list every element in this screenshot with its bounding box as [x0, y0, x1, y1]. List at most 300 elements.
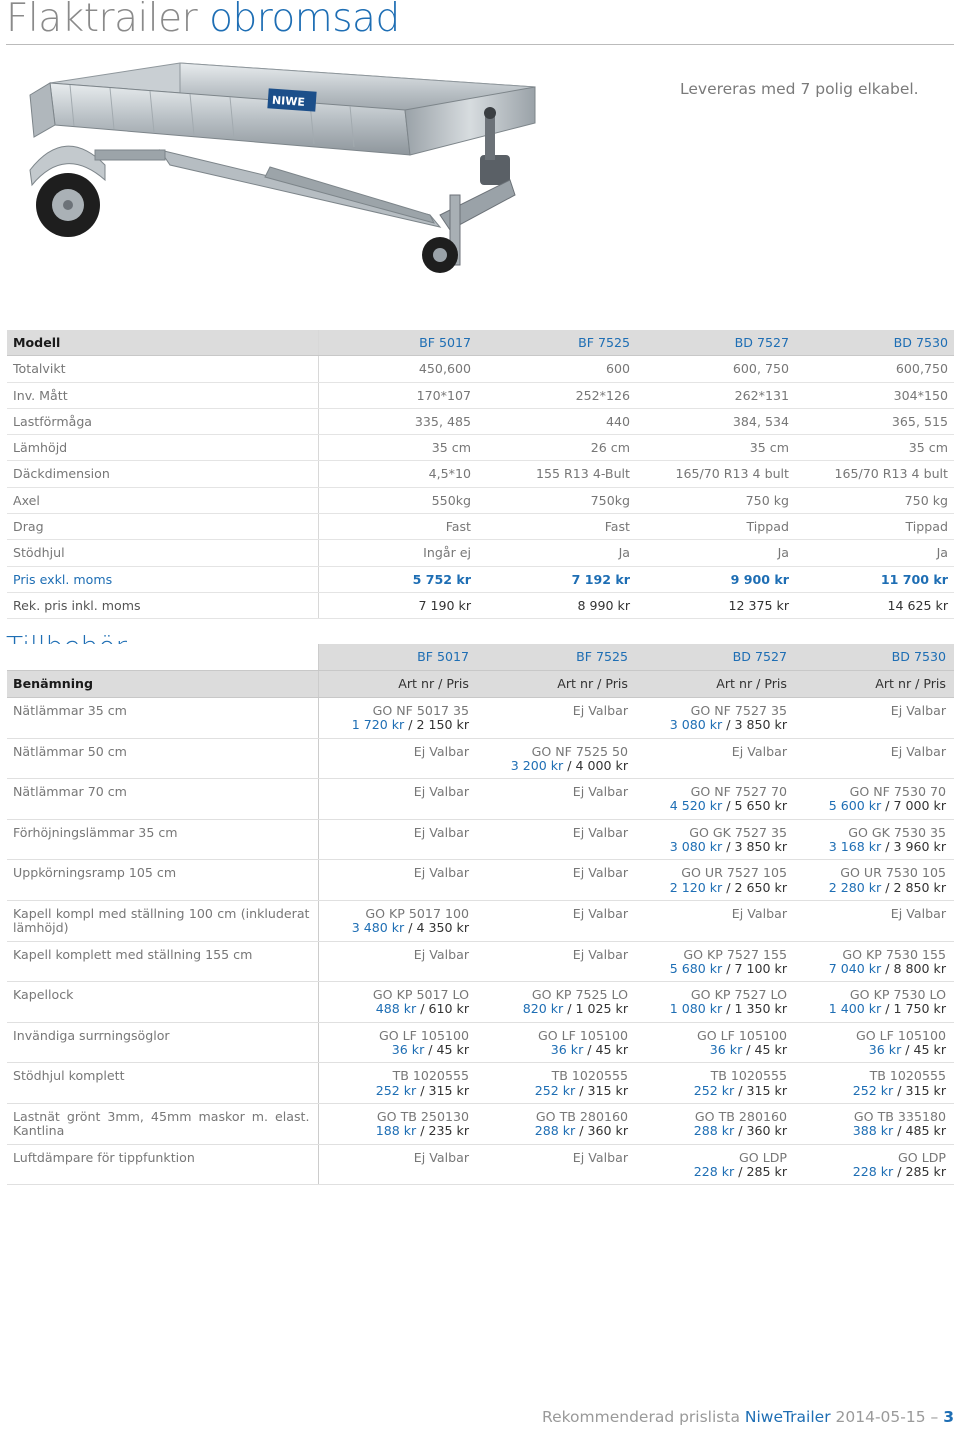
price-excl: 388 kr: [852, 1123, 894, 1139]
article-code: Ej Valbar: [413, 946, 469, 962]
article-code: GO KP 7527 LO: [690, 987, 787, 1003]
article-code: GO KP 7530 155: [842, 946, 946, 962]
price-excl: 36 kr: [391, 1042, 425, 1058]
price: [801, 1124, 946, 1138]
spec-value: 750 kg: [795, 487, 954, 513]
article-code: GO GK 7527 35: [689, 824, 787, 840]
accessory-row: [7, 982, 954, 1023]
accessory-row: [7, 941, 954, 982]
price-incl: / 2 650 kr: [722, 879, 787, 895]
spec-value: 750 kg: [636, 487, 795, 513]
accessory-row: [7, 860, 954, 901]
specs-row: [7, 356, 954, 382]
spec-value: 450,600: [318, 356, 477, 382]
accessory-name: Uppkörningsramp 105 cm: [7, 860, 318, 901]
price-excl: 288 kr: [534, 1123, 576, 1139]
artnr-header: Art nr / Pris: [795, 671, 954, 698]
article-code: TB 1020555: [710, 1068, 787, 1084]
accessory-cell: [636, 738, 795, 779]
accessory-cell: [795, 1022, 954, 1063]
accessory-cell: [636, 819, 795, 860]
accessory-cell: [795, 738, 954, 779]
spec-value: BD 7527: [636, 330, 795, 356]
price-incl: / 360 kr: [734, 1123, 787, 1139]
spec-value: BF 7525: [477, 330, 636, 356]
accessory-row: [7, 1103, 954, 1144]
price-incl: / 4 350 kr: [404, 920, 469, 936]
spec-value: Tippad: [636, 514, 795, 540]
article-code: Ej Valbar: [413, 865, 469, 881]
price: [801, 1084, 946, 1098]
accessory-cell: [636, 1144, 795, 1185]
artnr-header: Art nr / Pris: [318, 671, 477, 698]
artnr-header: Art nr / Pris: [636, 671, 795, 698]
specs-row: [7, 382, 954, 408]
article-code: GO LF 105100: [537, 1027, 628, 1043]
accessory-name: Förhöjningslämmar 35 cm: [7, 819, 318, 860]
article-code: GO NF 7527 35: [690, 703, 787, 718]
price: [801, 962, 946, 976]
price: [325, 1002, 470, 1016]
spec-label: Stödhjul: [7, 540, 318, 566]
accessory-cell: [795, 900, 954, 941]
artnr-header: Art nr / Pris: [477, 671, 636, 698]
price-excl: 36 kr: [868, 1042, 902, 1058]
accessory-cell: [477, 900, 636, 941]
spec-value: 9 900 kr: [636, 566, 795, 592]
article-code: GO KP 7530 LO: [849, 987, 946, 1003]
accessory-cell: [477, 1063, 636, 1104]
price-excl: 228 kr: [693, 1163, 735, 1179]
spec-label: Lämhöjd: [7, 435, 318, 461]
accessory-cell: [477, 698, 636, 739]
accessory-row: [7, 779, 954, 820]
price: [642, 1043, 787, 1057]
price-incl: / 2 850 kr: [881, 879, 946, 895]
accessory-cell: [318, 819, 477, 860]
price-excl: 2 280 kr: [828, 879, 882, 895]
price-incl: / 3 850 kr: [722, 717, 787, 733]
accessory-cell: [477, 982, 636, 1023]
article-code: Ej Valbar: [572, 905, 628, 921]
accessory-row: [7, 900, 954, 941]
price-incl: / 7 000 kr: [881, 798, 946, 814]
spec-value: 440: [477, 408, 636, 434]
accessory-cell: [318, 982, 477, 1023]
accessory-cell: [477, 1103, 636, 1144]
accessory-cell: [477, 819, 636, 860]
spec-value: BF 5017: [318, 330, 477, 356]
accessory-cell: [636, 860, 795, 901]
spec-value: 14 625 kr: [795, 592, 954, 618]
article-code: GO UR 7530 105: [840, 865, 946, 881]
article-code: Ej Valbar: [413, 824, 469, 840]
article-code: GO GK 7530 35: [848, 824, 946, 840]
accessory-name: Kapellock: [7, 982, 318, 1023]
price-excl: 36 kr: [550, 1042, 584, 1058]
accessory-cell: [636, 900, 795, 941]
article-code: GO LF 105100: [855, 1027, 946, 1043]
spec-label: Totalvikt: [7, 356, 318, 382]
spec-value: 252*126: [477, 382, 636, 408]
spec-value: Ja: [636, 540, 795, 566]
accessories-column-header: [7, 671, 954, 698]
spec-value: Fast: [477, 514, 636, 540]
accessories-model-row: [7, 644, 954, 671]
accessory-cell: [636, 698, 795, 739]
spec-value: BD 7530: [795, 330, 954, 356]
accessory-cell: [318, 1144, 477, 1185]
accessory-name: Kapell kompl med ställning 100 cm (inkluderat lämhöjd): [7, 900, 318, 941]
page-number: 3: [943, 1408, 954, 1426]
specs-row: [7, 461, 954, 487]
spec-value: 335, 485: [318, 408, 477, 434]
accessory-name: Stödhjul komplett: [7, 1063, 318, 1104]
name-header: Benämning: [7, 671, 318, 698]
accessory-row: [7, 1063, 954, 1104]
article-code: Ej Valbar: [731, 905, 787, 921]
spec-label: Lastförmåga: [7, 408, 318, 434]
spec-value: Ingår ej: [318, 540, 477, 566]
spec-value: Ja: [477, 540, 636, 566]
specs-row: [7, 408, 954, 434]
article-code: Ej Valbar: [890, 905, 946, 921]
model-header: BD 7530: [795, 644, 954, 671]
accessory-cell: [318, 941, 477, 982]
accessory-cell: [636, 779, 795, 820]
article-code: Ej Valbar: [413, 784, 469, 800]
accessory-cell: [318, 698, 477, 739]
spec-value: 600, 750: [636, 356, 795, 382]
price-excl: 252 kr: [534, 1082, 576, 1098]
price-excl: 252 kr: [852, 1082, 894, 1098]
price: [325, 1084, 470, 1098]
spec-value: 26 cm: [477, 435, 636, 461]
price: [801, 840, 946, 854]
spec-value: 165/70 R13 4 bult: [795, 461, 954, 487]
page-footer: [542, 1408, 954, 1426]
price-incl: / 45 kr: [424, 1042, 469, 1058]
accessory-cell: [795, 860, 954, 901]
article-code: GO UR 7527 105: [681, 865, 787, 881]
price: [642, 1084, 787, 1098]
accessory-cell: [795, 941, 954, 982]
spec-value: Tippad: [795, 514, 954, 540]
price-incl: / 5 650 kr: [722, 798, 787, 814]
price: [642, 718, 787, 732]
spec-value: 600,750: [795, 356, 954, 382]
price-incl: / 235 kr: [416, 1123, 469, 1139]
price-incl: / 45 kr: [901, 1042, 946, 1058]
price: [642, 1124, 787, 1138]
price-excl: 3 168 kr: [828, 839, 882, 855]
accessory-cell: [477, 779, 636, 820]
price-incl: / 3 960 kr: [881, 839, 946, 855]
article-code: GO TB 280160: [535, 1108, 628, 1124]
page-title: [6, 0, 400, 41]
price-excl: 3 080 kr: [669, 717, 723, 733]
price-incl: / 45 kr: [742, 1042, 787, 1058]
spec-value: 384, 534: [636, 408, 795, 434]
spec-value: 165/70 R13 4 bult: [636, 461, 795, 487]
accessory-cell: [636, 982, 795, 1023]
price: [483, 1002, 628, 1016]
price: [801, 1165, 946, 1179]
trailer-image: [10, 55, 550, 290]
price: [801, 1002, 946, 1016]
accessory-cell: [318, 779, 477, 820]
accessory-cell: [477, 1022, 636, 1063]
spec-value: 550kg: [318, 487, 477, 513]
spec-value: 304*150: [795, 382, 954, 408]
price: [642, 962, 787, 976]
article-code: GO NF 7525 50: [531, 743, 628, 759]
footer-label: Rekommenderad prislista: [542, 1408, 745, 1426]
accessory-row: [7, 1022, 954, 1063]
price: [642, 799, 787, 813]
title-accent: obromsad: [209, 0, 400, 41]
price: [325, 1124, 470, 1138]
spec-value: 155 R13 4-Bult: [477, 461, 636, 487]
accessory-row: [7, 698, 954, 739]
price-excl: 4 520 kr: [669, 798, 723, 814]
price: [483, 759, 628, 773]
article-code: Ej Valbar: [413, 743, 469, 759]
spec-value: 11 700 kr: [795, 566, 954, 592]
price: [325, 921, 470, 935]
accessory-cell: [477, 738, 636, 779]
price-incl: / 315 kr: [734, 1082, 787, 1098]
price-excl: 1 080 kr: [669, 1001, 723, 1017]
accessory-name: Lastnät grönt 3mm, 45mm maskor m. elast. Kantlina: [7, 1103, 318, 1144]
price-excl: 36 kr: [709, 1042, 743, 1058]
article-code: TB 1020555: [551, 1068, 628, 1084]
article-code: Ej Valbar: [572, 946, 628, 962]
specs-row: [7, 566, 954, 592]
price: [801, 799, 946, 813]
price-excl: 252 kr: [693, 1082, 735, 1098]
price-excl: 7 040 kr: [828, 960, 882, 976]
accessory-cell: [318, 738, 477, 779]
accessory-cell: [318, 860, 477, 901]
accessory-cell: [318, 900, 477, 941]
spec-value: 35 cm: [318, 435, 477, 461]
article-code: Ej Valbar: [890, 743, 946, 759]
spec-value: Ja: [795, 540, 954, 566]
article-code: GO TB 250130: [376, 1108, 469, 1124]
article-code: Ej Valbar: [572, 1149, 628, 1165]
article-code: GO NF 5017 35: [372, 703, 469, 718]
price-excl: 5 680 kr: [669, 960, 723, 976]
accessory-cell: [636, 1063, 795, 1104]
title-divider: [6, 44, 954, 45]
price: [642, 840, 787, 854]
article-code: Ej Valbar: [572, 784, 628, 800]
price: [642, 1165, 787, 1179]
specs-row: [7, 514, 954, 540]
price-incl: / 4 000 kr: [563, 757, 628, 773]
spec-label: Modell: [7, 330, 318, 356]
price-incl: / 1 025 kr: [563, 1001, 628, 1017]
spec-value: 35 cm: [795, 435, 954, 461]
accessory-cell: [636, 1022, 795, 1063]
spec-value: 600: [477, 356, 636, 382]
article-code: GO KP 7525 LO: [531, 987, 628, 1003]
price-incl: / 3 850 kr: [722, 839, 787, 855]
specs-row: [7, 540, 954, 566]
article-code: GO KP 7527 155: [683, 946, 787, 962]
price-incl: / 2 150 kr: [404, 717, 469, 733]
spec-value: 365, 515: [795, 408, 954, 434]
article-code: GO LF 105100: [378, 1027, 469, 1043]
accessories-table: [7, 644, 954, 1185]
accessory-cell: [477, 1144, 636, 1185]
price: [801, 1043, 946, 1057]
model-header: BD 7527: [636, 644, 795, 671]
spec-value: 7 190 kr: [318, 592, 477, 618]
spec-value: 170*107: [318, 382, 477, 408]
price-incl: / 7 100 kr: [722, 960, 787, 976]
accessory-cell: [795, 1063, 954, 1104]
price: [483, 1043, 628, 1057]
spec-value: 35 cm: [636, 435, 795, 461]
accessory-cell: [477, 941, 636, 982]
accessory-cell: [318, 1063, 477, 1104]
accessory-name: Invändiga surrningsöglor: [7, 1022, 318, 1063]
blank-cell: [7, 644, 318, 671]
price-excl: 188 kr: [375, 1123, 417, 1139]
article-code: GO LF 105100: [696, 1027, 787, 1043]
article-code: TB 1020555: [869, 1068, 946, 1084]
accessory-cell: [795, 1144, 954, 1185]
model-header: BF 7525: [477, 644, 636, 671]
accessory-name: Nätlämmar 50 cm: [7, 738, 318, 779]
accessory-name: Nätlämmar 70 cm: [7, 779, 318, 820]
price: [483, 1084, 628, 1098]
price: [642, 881, 787, 895]
spec-label: Pris exkl. moms: [7, 566, 318, 592]
footer-date: 2014-05-15 –: [830, 1408, 944, 1426]
article-code: Ej Valbar: [890, 703, 946, 718]
price-incl: / 360 kr: [575, 1123, 628, 1139]
article-code: Ej Valbar: [731, 743, 787, 759]
price: [325, 1043, 470, 1057]
accessory-cell: [795, 779, 954, 820]
accessory-cell: [795, 819, 954, 860]
svg-text:NIWE: NIWE: [271, 93, 306, 109]
article-code: Ej Valbar: [413, 1149, 469, 1165]
price-excl: 820 kr: [522, 1001, 564, 1017]
price-excl: 3 480 kr: [351, 920, 405, 936]
accessory-row: [7, 738, 954, 779]
accessory-cell: [636, 941, 795, 982]
article-code: Ej Valbar: [572, 824, 628, 840]
price-excl: 488 kr: [375, 1001, 417, 1017]
article-code: Ej Valbar: [572, 703, 628, 718]
price-incl: / 315 kr: [416, 1082, 469, 1098]
price: [642, 1002, 787, 1016]
accessory-cell: [795, 1103, 954, 1144]
accessory-name: Kapell komplett med ställning 155 cm: [7, 941, 318, 982]
accessory-cell: [795, 698, 954, 739]
article-code: GO LDP: [739, 1149, 787, 1165]
article-code: TB 1020555: [392, 1068, 469, 1084]
price-incl: / 1 350 kr: [722, 1001, 787, 1017]
accessory-row: [7, 1144, 954, 1185]
price-excl: 5 600 kr: [828, 798, 882, 814]
article-code: Ej Valbar: [572, 865, 628, 881]
price-excl: 1 400 kr: [828, 1001, 882, 1017]
article-code: GO TB 335180: [853, 1108, 946, 1124]
specs-row: [7, 592, 954, 618]
spec-label: Däckdimension: [7, 461, 318, 487]
spec-value: Fast: [318, 514, 477, 540]
price-excl: 2 120 kr: [669, 879, 723, 895]
price-incl: / 1 750 kr: [881, 1001, 946, 1017]
price-incl: / 610 kr: [416, 1001, 469, 1017]
price-excl: 252 kr: [375, 1082, 417, 1098]
specs-header-row: [7, 330, 954, 356]
price-excl: 288 kr: [693, 1123, 735, 1139]
spec-value: 5 752 kr: [318, 566, 477, 592]
article-code: GO KP 5017 100: [365, 905, 469, 921]
spec-value: 750kg: [477, 487, 636, 513]
spec-label: Axel: [7, 487, 318, 513]
spec-value: 8 990 kr: [477, 592, 636, 618]
article-code: GO KP 5017 LO: [372, 987, 469, 1003]
spec-label: Drag: [7, 514, 318, 540]
price: [325, 718, 470, 732]
article-code: GO TB 280160: [694, 1108, 787, 1124]
spec-label: Rek. pris inkl. moms: [7, 592, 318, 618]
accessory-cell: [318, 1103, 477, 1144]
spec-label: Inv. Mått: [7, 382, 318, 408]
accessory-name: Luftdämpare för tippfunktion: [7, 1144, 318, 1185]
price-incl: / 315 kr: [575, 1082, 628, 1098]
price-incl: / 285 kr: [734, 1163, 787, 1179]
spec-value: 7 192 kr: [477, 566, 636, 592]
specs-row: [7, 487, 954, 513]
article-code: GO NF 7530 70: [849, 784, 946, 800]
article-code: GO LDP: [898, 1149, 946, 1165]
accessory-cell: [477, 860, 636, 901]
accessory-cell: [636, 1103, 795, 1144]
title-plain: Flaktrailer: [6, 0, 198, 41]
accessory-name: Nätlämmar 35 cm: [7, 698, 318, 739]
spec-value: 12 375 kr: [636, 592, 795, 618]
footer-brand: NiweTrailer: [744, 1408, 831, 1426]
accessory-cell: [795, 982, 954, 1023]
price-incl: / 315 kr: [893, 1082, 946, 1098]
spec-value: 262*131: [636, 382, 795, 408]
price-excl: 3 080 kr: [669, 839, 723, 855]
specs-row: [7, 435, 954, 461]
model-header: BF 5017: [318, 644, 477, 671]
price: [801, 881, 946, 895]
price-incl: / 285 kr: [893, 1163, 946, 1179]
price-incl: / 45 kr: [583, 1042, 628, 1058]
spec-value: 4,5*10: [318, 461, 477, 487]
price: [483, 1124, 628, 1138]
accessory-row: [7, 819, 954, 860]
specs-table: [7, 330, 954, 619]
delivery-note: Levereras med 7 polig elkabel.: [680, 80, 919, 98]
price-excl: 3 200 kr: [510, 757, 564, 773]
price-excl: 1 720 kr: [351, 717, 405, 733]
accessory-cell: [318, 1022, 477, 1063]
price-incl: / 8 800 kr: [881, 960, 946, 976]
price-incl: / 485 kr: [893, 1123, 946, 1139]
